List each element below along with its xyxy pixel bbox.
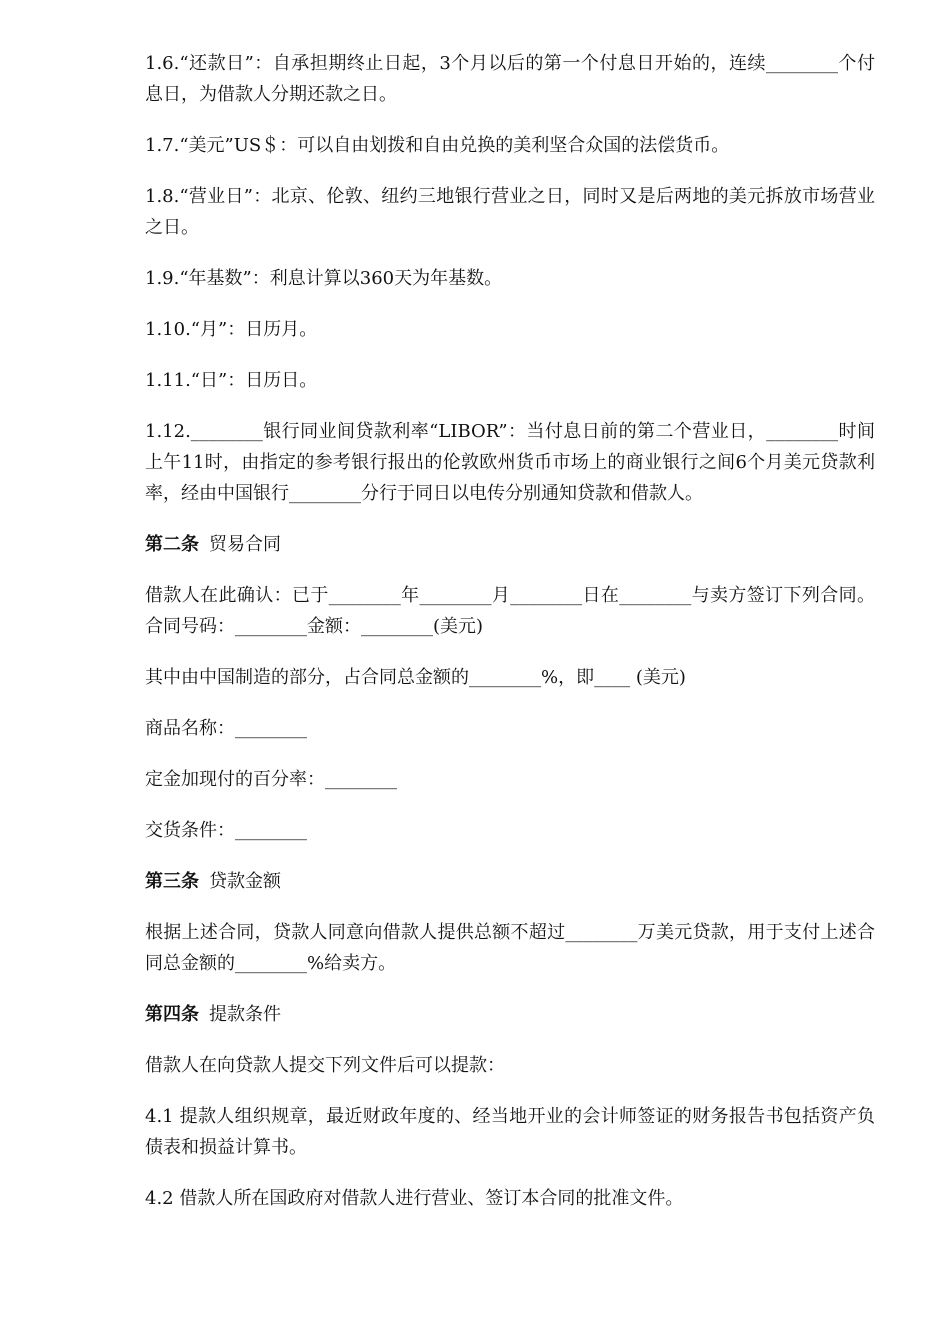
article-3-title: 贷款金额 xyxy=(209,871,281,892)
article-3-paragraph: 根据上述合同，贷款人同意向借款人提供总额不超过________万美元贷款，用于支付上述合同总金额的________%给卖方。 xyxy=(145,922,875,974)
article-4-heading xyxy=(145,999,875,1030)
article-2-heading xyxy=(145,529,875,560)
clause-1-11: 1.11.“日”：日历日。 xyxy=(145,370,318,391)
article-2-title: 贸易合同 xyxy=(209,534,281,555)
clause-1-12: 1.12.________银行同业间贷款利率“LIBOR”：当付息日前的第二个营业日，________时间上午11时，由指定的参考银行报出的伦敦欧州货币市场上的商业银行之间6个月美元贷款利率，经由中国银行________分行于同日以电传分别通知贷款和借款人。 xyxy=(145,421,875,504)
article-4-title: 提款条件 xyxy=(209,1004,281,1025)
article-2-paragraph: 其中由中国制造的部分，占合同总金额的________%，即____ (美元) xyxy=(145,667,686,688)
article-3-number: 第三条 xyxy=(145,871,199,892)
article-4-paragraph: 借款人在向贷款人提交下列文件后可以提款： xyxy=(145,1055,505,1076)
clause-1-8: 1.8.“营业日”：北京、伦敦、纽约三地银行营业之日，同时又是后两地的美元拆放市场营业之日。 xyxy=(145,186,875,238)
clause-1-6: 1.6.“还款日”：自承担期终止日起，3个月以后的第一个付息日开始的，连续________个付息日，为借款人分期还款之日。 xyxy=(145,53,875,105)
article-2-paragraph: 借款人在此确认：已于________年________月________日在________与卖方签订下列合同。合同号码：________金额：________(美元) xyxy=(145,585,875,637)
clause-1-7: 1.7.“美元”US＄：可以自由划拨和自由兑换的美利坚合众国的法偿货币。 xyxy=(145,135,730,156)
clause-1-10: 1.10.“月”：日历月。 xyxy=(145,319,318,340)
article-4-paragraph: 4.1 提款人组织规章，最近财政年度的、经当地开业的会计师签证的财务报告书包括资产负债表和损益计算书。 xyxy=(145,1106,875,1158)
article-2-number: 第二条 xyxy=(145,534,199,555)
article-3-heading xyxy=(145,866,875,897)
article-2-paragraph: 交货条件：________ xyxy=(145,820,307,841)
article-2-paragraph: 商品名称：________ xyxy=(145,718,307,739)
article-4-paragraph: 4.2 借款人所在国政府对借款人进行营业、签订本合同的批准文件。 xyxy=(145,1188,684,1209)
article-4-number: 第四条 xyxy=(145,1004,199,1025)
document-page xyxy=(145,48,875,1234)
clause-1-9: 1.9.“年基数”：利息计算以360天为年基数。 xyxy=(145,268,503,289)
article-2-paragraph: 定金加现付的百分率：________ xyxy=(145,769,397,790)
